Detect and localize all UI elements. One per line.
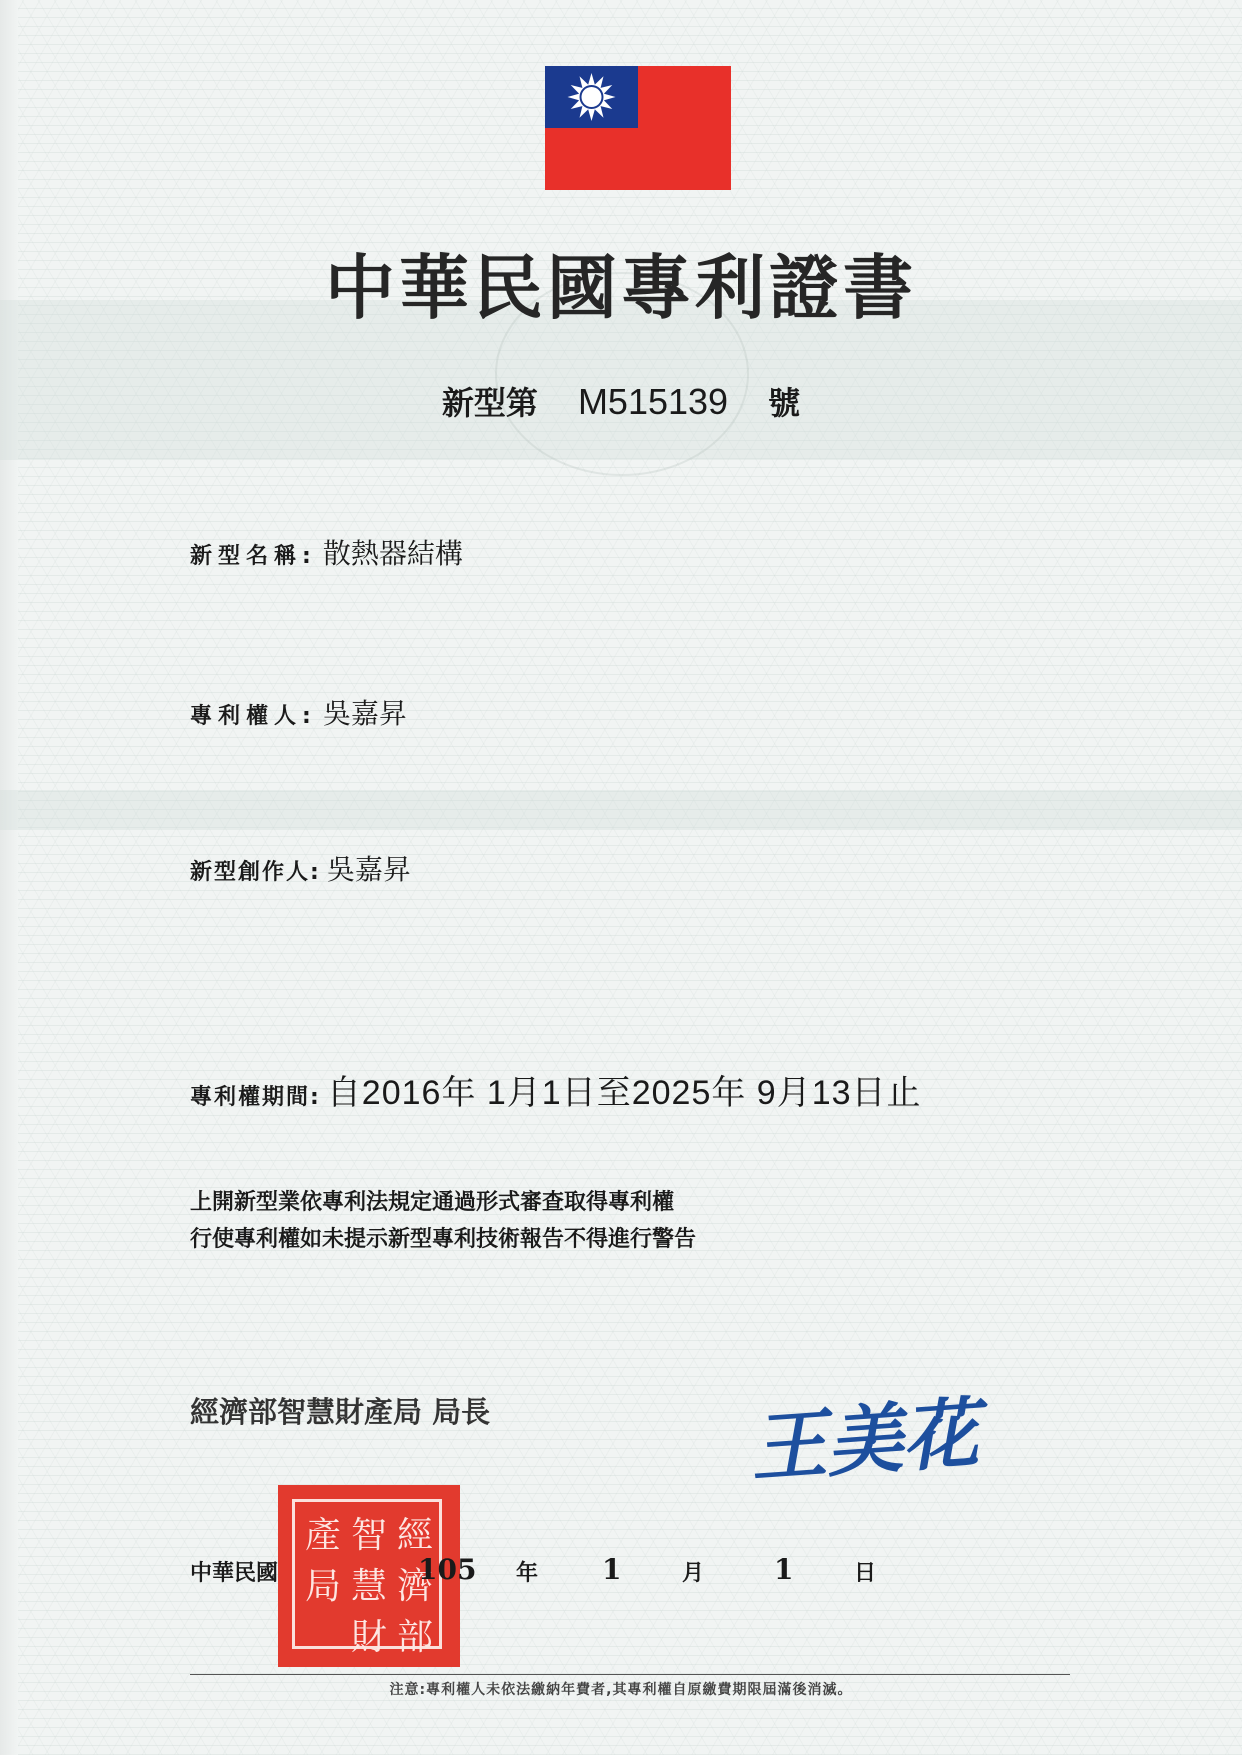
field-value: 吳嘉昇 (326, 853, 411, 886)
field-label: 新型創作人: (190, 860, 321, 885)
date-year-unit: 年 (516, 1561, 539, 1586)
certificate-number-line (0, 378, 1242, 424)
date-prefix: 中華民國 (190, 1561, 279, 1586)
notice-line-2: 行使專利權如未提示新型專利技術報告不得進行警告 (190, 1227, 697, 1252)
certificate-title: 中華民國專利證書 (325, 246, 917, 329)
field-patentee (190, 692, 407, 732)
field-creator (190, 848, 411, 888)
field-utility-model-name (190, 532, 463, 572)
date-month-unit: 月 (682, 1561, 705, 1586)
number-suffix: 號 (768, 384, 801, 422)
field-value: 吳嘉昇 (322, 697, 407, 730)
field-value: 散熱器結構 (322, 537, 463, 570)
date-day: 1 (774, 1553, 794, 1586)
date-year: 105 (418, 1553, 477, 1586)
certificate-number: M515139 (577, 381, 729, 422)
director-signature: 王美花 (747, 1388, 982, 1493)
seal-characters: 產 智 經 局 慧 濟 財 部 (304, 1515, 433, 1658)
notice-line-1: 上開新型業依專利法規定通過形式審查取得專利權 (190, 1190, 675, 1215)
footnote: 注意:專利權人未依法繳納年費者,其專利權自原繳費期限屆滿後消滅。 (389, 1682, 853, 1698)
national-flag (545, 66, 731, 190)
date-month: 1 (602, 1553, 622, 1586)
field-value: 自2016年 1月1日至2025年 9月13日止 (326, 1074, 922, 1112)
field-label: 專利權期間: (190, 1085, 321, 1110)
date-day-unit: 日 (854, 1561, 877, 1586)
authority-title: 經濟部智慧財產局 局長 (190, 1395, 491, 1429)
white-sun-icon (545, 66, 638, 128)
field-label: 專利權人: (190, 704, 317, 729)
number-prefix: 新型第 (441, 384, 538, 422)
background-band (0, 790, 1242, 830)
field-patent-term (190, 1065, 922, 1114)
footer-divider (190, 1674, 1070, 1675)
field-label: 新型名稱: (190, 544, 317, 569)
